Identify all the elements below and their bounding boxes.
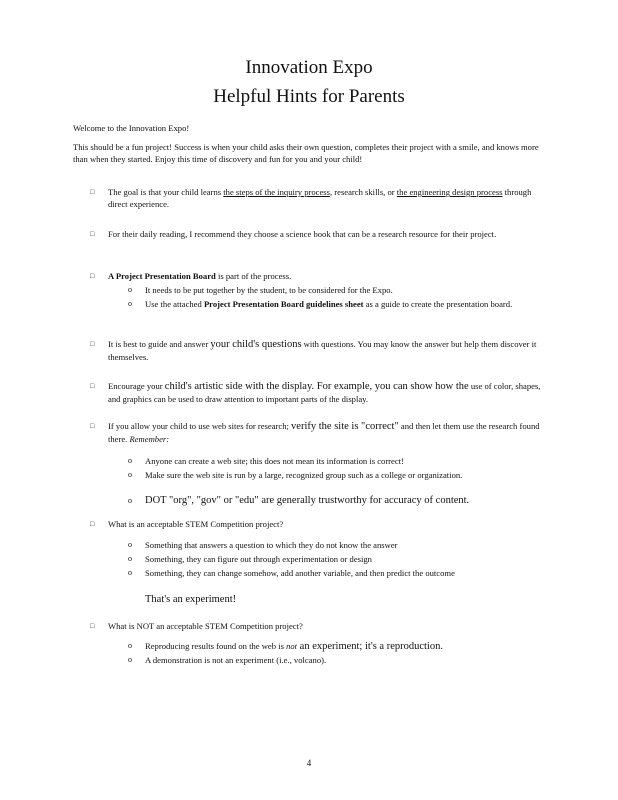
list-item-text: It is best to guide and answer your child's questions with questions. You may know the answer but help them discover it themselves. — [108, 339, 537, 362]
intro-paragraph: This should be a fun project! Success is when your child asks their own question, completes their project with a smile, and knows more than when they started. Enjoy this time of discovery and fun for you and your child! — [73, 142, 539, 164]
bullet-square-icon: □ — [90, 340, 95, 348]
list-item-text: The goal is that your child learns the steps of the inquiry process, research skills, or the engineering design process through direct experience. — [108, 187, 532, 209]
bullet-square-icon: □ — [90, 622, 95, 630]
page-subtitle: Helpful Hints for Parents — [213, 86, 405, 107]
experiment-note: That's an experiment! — [145, 594, 237, 605]
list-item-text: Encourage your child's artistic side with the display. For example, you can show how the use of color, shapes, and graphics can be used to draw attention to important parts of the display. — [108, 381, 541, 404]
bullet-square-icon: □ — [90, 188, 95, 196]
sub-bullet-icon: o — [128, 641, 132, 650]
list-item-text: If you allow your child to use web sites for research; verify the site is "correct" and then let them use the research found there. Remember: — [108, 421, 540, 444]
bullet-square-icon: □ — [90, 382, 95, 390]
sub-bullet-icon: o — [128, 568, 132, 577]
sub-bullet-icon: o — [128, 285, 132, 294]
list-item-text: A Project Presentation Board is part of the process. — [108, 271, 292, 281]
welcome-text: Welcome to the Innovation Expo! — [73, 123, 190, 133]
sub-bullet-icon: o — [128, 496, 132, 505]
list-item-text: What is NOT an acceptable STEM Competition project? — [108, 621, 303, 631]
sub-bullet-icon: o — [128, 470, 132, 479]
sub-bullet-icon: o — [128, 456, 132, 465]
bullet-square-icon: □ — [90, 520, 95, 528]
page-title: Innovation Expo — [245, 57, 373, 78]
list-item-text: For their daily reading, I recommend they choose a science book that can be a research resource for their project. — [108, 229, 497, 239]
bullet-square-icon: □ — [90, 230, 95, 238]
sub-bullet-icon: o — [128, 655, 132, 664]
sub-bullet-icon: o — [128, 540, 132, 549]
sub-bullet-icon: o — [128, 554, 132, 563]
bullet-square-icon: □ — [90, 422, 95, 430]
bullet-square-icon: □ — [90, 272, 95, 280]
page-number: 4 — [306, 758, 312, 768]
list-item-text: What is an acceptable STEM Competition project? — [108, 519, 284, 529]
document-page: Innovation Expo Helpful Hints for Parents Welcome to the Innovation Expo! This should be a fun project! Success is when your child asks their own question, completes their project with a smile, and knows more than when they started. Enjoy this time of discovery and fun for you and your child! □ The goal is that your child learns the steps of the inquiry process, research skills, or the engineering design process through direct experience. □ For their daily reading, I recommend they choose a science book that can be a research resource for their project. □ A Project Presentation Board is part of the process. o It needs to be put together by the student, to be considered for the Expo. o Use the attached Project Presentation Board guidelines sheet as a guide to create the presentation board. □ It is best to guide and answer your child's questions with questions. You may know the answer but help them discover it themselves. □ Encourage your child's artistic side with the display. For example, you can show how the use of color, shapes, and graphics can be used to draw attention to important parts of the display. □ If you allow your child to use web sites for research; verify the site is "correct" and then let them use the research found there. Remember: o Anyone can create a web site; this does not mean its information is correct! o Make sure the web site is run by a large, recognized group such as a college or organization. o DOT "org", "gov" or "edu" are generally trustworthy for accuracy of content. □ What is an acceptable STEM Competition project? o Something that answers a question to which they do not know the answer o Something, they can figure out through experimentation or design o Something, they can change somehow, add another variable, and then predict the outcome That's an experiment! □ What is NOT an acceptable STEM Competition project? o Reproducing results found on the web is not an experiment; it's a reproduction. o A demonstration is not an experiment (i.e., volcano). 4 — [0, 0, 618, 800]
sub-bullet-icon: o — [128, 299, 132, 308]
